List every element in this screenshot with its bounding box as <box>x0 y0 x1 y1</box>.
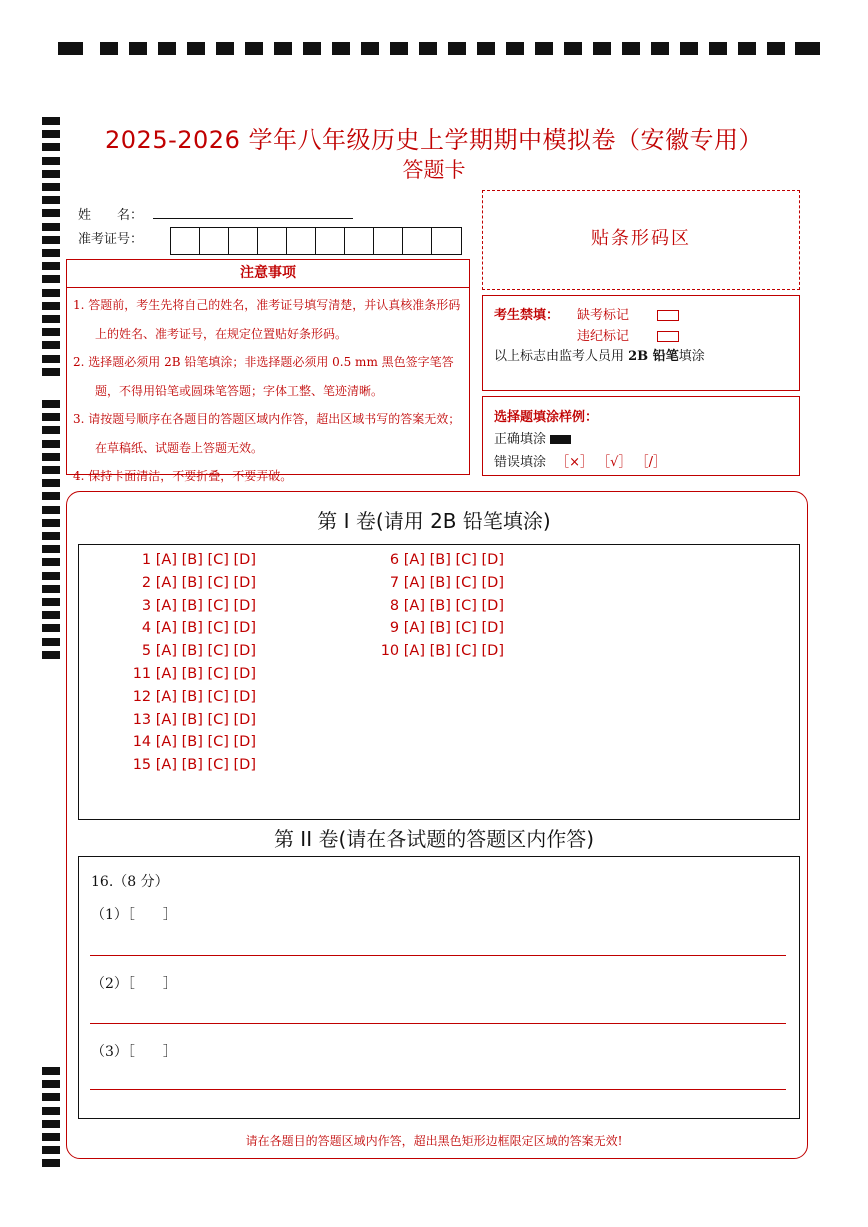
mcq-row[interactable]: 11 [A] [B] [C] [D] <box>132 666 256 682</box>
timing-mark <box>42 1120 60 1128</box>
timing-mark <box>42 585 60 593</box>
timing-mark <box>42 341 60 349</box>
timing-mark <box>42 1080 60 1088</box>
mcq-row[interactable]: 15 [A] [B] [C] [D] <box>132 757 256 774</box>
notice-box <box>66 259 470 483</box>
id-label: 准考证号： <box>78 232 144 247</box>
timing-mark <box>42 236 60 244</box>
notice-item: 1. 答题前，考生先将自己的姓名，准考证号填写清楚，并认真核准条形码上的姓名、准考证号，在规定位置贴好条形码。 <box>73 298 461 341</box>
timing-mark <box>42 598 60 606</box>
timing-mark <box>187 42 205 55</box>
timing-mark <box>42 223 60 231</box>
timing-mark <box>42 315 60 323</box>
timing-mark <box>42 611 60 619</box>
timing-mark <box>58 42 83 55</box>
timing-mark <box>361 42 379 55</box>
timing-mark <box>42 368 60 376</box>
footer-warning: 请在各题目的答题区域内作答，超出黑色矩形边框限定区域的答案无效! <box>245 1134 623 1148</box>
mcq-row[interactable]: 13 [A] [B] [C] [D] <box>132 711 256 728</box>
timing-mark <box>42 1093 60 1101</box>
mcq-row[interactable]: 8 [A] [B] [C] [D] <box>389 597 504 614</box>
timing-mark <box>42 492 60 500</box>
absent-mark-box[interactable] <box>657 310 679 321</box>
timing-mark <box>129 42 147 55</box>
sheet-subtitle: 答题卡 <box>402 158 466 182</box>
mcq-row[interactable]: 9 [A] [B] [C] [D] <box>389 620 504 637</box>
violation-mark-box[interactable] <box>657 331 679 342</box>
timing-mark <box>42 558 60 566</box>
question-16-label: 16.（8 分） <box>91 874 169 890</box>
timing-mark <box>42 209 60 217</box>
mcq-row[interactable]: 14 [A] [B] [C] [D] <box>132 734 256 751</box>
part2-title: 第 II 卷(请在各试题的答题区内作答) <box>273 827 595 851</box>
proctor-box <box>482 295 800 391</box>
timing-mark <box>42 302 60 310</box>
violation-label: 违纪标记 <box>577 329 630 344</box>
wrong-marks: ［×］ ［√］ ［/］ <box>556 455 666 470</box>
timing-mark <box>709 42 727 55</box>
timing-mark <box>42 196 60 204</box>
timing-mark <box>274 42 292 55</box>
timing-mark <box>42 275 60 283</box>
timing-mark <box>332 42 350 55</box>
notice-heading: 注意事项 <box>67 260 469 288</box>
timing-mark <box>42 1107 60 1115</box>
timing-mark <box>651 42 669 55</box>
timing-mark <box>506 42 524 55</box>
timing-mark <box>42 426 60 434</box>
part1-title: 第 I 卷(请用 2B 铅笔填涂) <box>317 509 551 533</box>
timing-mark <box>738 42 756 55</box>
filled-mark-icon <box>550 435 571 444</box>
mcq-row[interactable]: 2 [A] [B] [C] [D] <box>141 574 256 591</box>
mcq-row[interactable]: 10 [A] [B] [C] [D] <box>380 643 504 660</box>
notice-item: 4. 保持卡面清洁，不要折叠，不要弄破。 <box>73 469 293 483</box>
timing-mark <box>42 440 60 448</box>
absent-mark-row <box>577 304 679 323</box>
timing-mark <box>390 42 408 55</box>
sub-question-3: （3）［ ］ <box>91 1044 177 1060</box>
timing-mark <box>42 249 60 257</box>
mcq-row[interactable]: 7 [A] [B] [C] [D] <box>389 574 504 591</box>
name-label: 姓 名： <box>78 208 144 223</box>
answer-line-1[interactable] <box>90 955 786 956</box>
barcode-area: 贴条形码区 <box>482 190 800 290</box>
name-field[interactable] <box>153 218 353 219</box>
timing-mark <box>477 42 495 55</box>
timing-mark <box>42 466 60 474</box>
timing-mark <box>42 453 60 461</box>
proctor-note: 以上标志由监考人员用 2B 铅笔填涂 <box>494 349 705 364</box>
mcq-row[interactable]: 3 [A] [B] [C] [D] <box>141 597 256 614</box>
sample-label: 选择题填涂样例： <box>494 410 599 425</box>
mcq-row[interactable]: 1 [A] [B] [C] [D] <box>141 552 256 568</box>
answer-line-3[interactable] <box>90 1089 786 1090</box>
timing-mark <box>42 289 60 297</box>
timing-mark <box>593 42 611 55</box>
answer-line-2[interactable] <box>90 1023 786 1024</box>
timing-mark <box>564 42 582 55</box>
sub-question-2: （2）［ ］ <box>91 976 177 992</box>
essay-answer-area <box>78 856 800 1119</box>
proctor-label: 考生禁填： <box>494 308 560 323</box>
fill-sample-box <box>482 396 800 476</box>
timing-mark <box>535 42 553 55</box>
timing-mark <box>303 42 321 55</box>
correct-sample: 正确填涂 <box>494 428 571 447</box>
timing-mark <box>42 545 60 553</box>
timing-mark <box>419 42 437 55</box>
timing-mark <box>42 624 60 632</box>
timing-mark <box>42 262 60 270</box>
timing-mark <box>42 479 60 487</box>
timing-mark <box>42 400 60 408</box>
timing-mark <box>216 42 234 55</box>
mcq-row[interactable]: 4 [A] [B] [C] [D] <box>141 620 256 637</box>
timing-mark <box>42 638 60 646</box>
sub-question-1: （1）［ ］ <box>91 907 177 923</box>
timing-mark <box>245 42 263 55</box>
timing-mark <box>622 42 640 55</box>
notice-item: 3. 请按题号顺序在各题目的答题区域内作答，超出区域书写的答案无效；在草稿纸、试题卷上答题无效。 <box>73 412 461 455</box>
id-number-boxes[interactable] <box>170 227 462 255</box>
absent-label: 缺考标记 <box>577 308 630 323</box>
timing-mark <box>42 572 60 580</box>
timing-mark <box>100 42 118 55</box>
violation-mark-row <box>577 325 679 344</box>
timing-mark <box>795 42 820 55</box>
timing-mark <box>42 328 60 336</box>
timing-bar <box>58 42 818 55</box>
timing-mark <box>158 42 176 55</box>
timing-mark <box>767 42 785 55</box>
notice-item: 2. 选择题必须用 2B 铅笔填涂；非选择题必须用 0.5 mm 黑色签字笔答题，不得用铅笔或圆珠笔答题；字体工整、笔迹清晰。 <box>73 355 454 398</box>
timing-mark <box>42 651 60 659</box>
sheet-title: 2025-2026 学年八年级历史上学期期中模拟卷（安徽专用） <box>105 126 763 154</box>
wrong-sample: 错误填涂 ［×］ ［√］ ［/］ <box>494 455 666 470</box>
timing-mark <box>42 413 60 421</box>
timing-mark <box>42 1159 60 1167</box>
mcq-row[interactable]: 6 [A] [B] [C] [D] <box>389 552 504 568</box>
mcq-row[interactable]: 5 [A] [B] [C] [D] <box>141 643 256 660</box>
mcq-row[interactable]: 12 [A] [B] [C] [D] <box>132 688 256 705</box>
timing-mark <box>42 1067 60 1075</box>
timing-mark <box>42 183 60 191</box>
timing-mark <box>680 42 698 55</box>
timing-mark <box>448 42 466 55</box>
timing-mark <box>42 355 60 363</box>
